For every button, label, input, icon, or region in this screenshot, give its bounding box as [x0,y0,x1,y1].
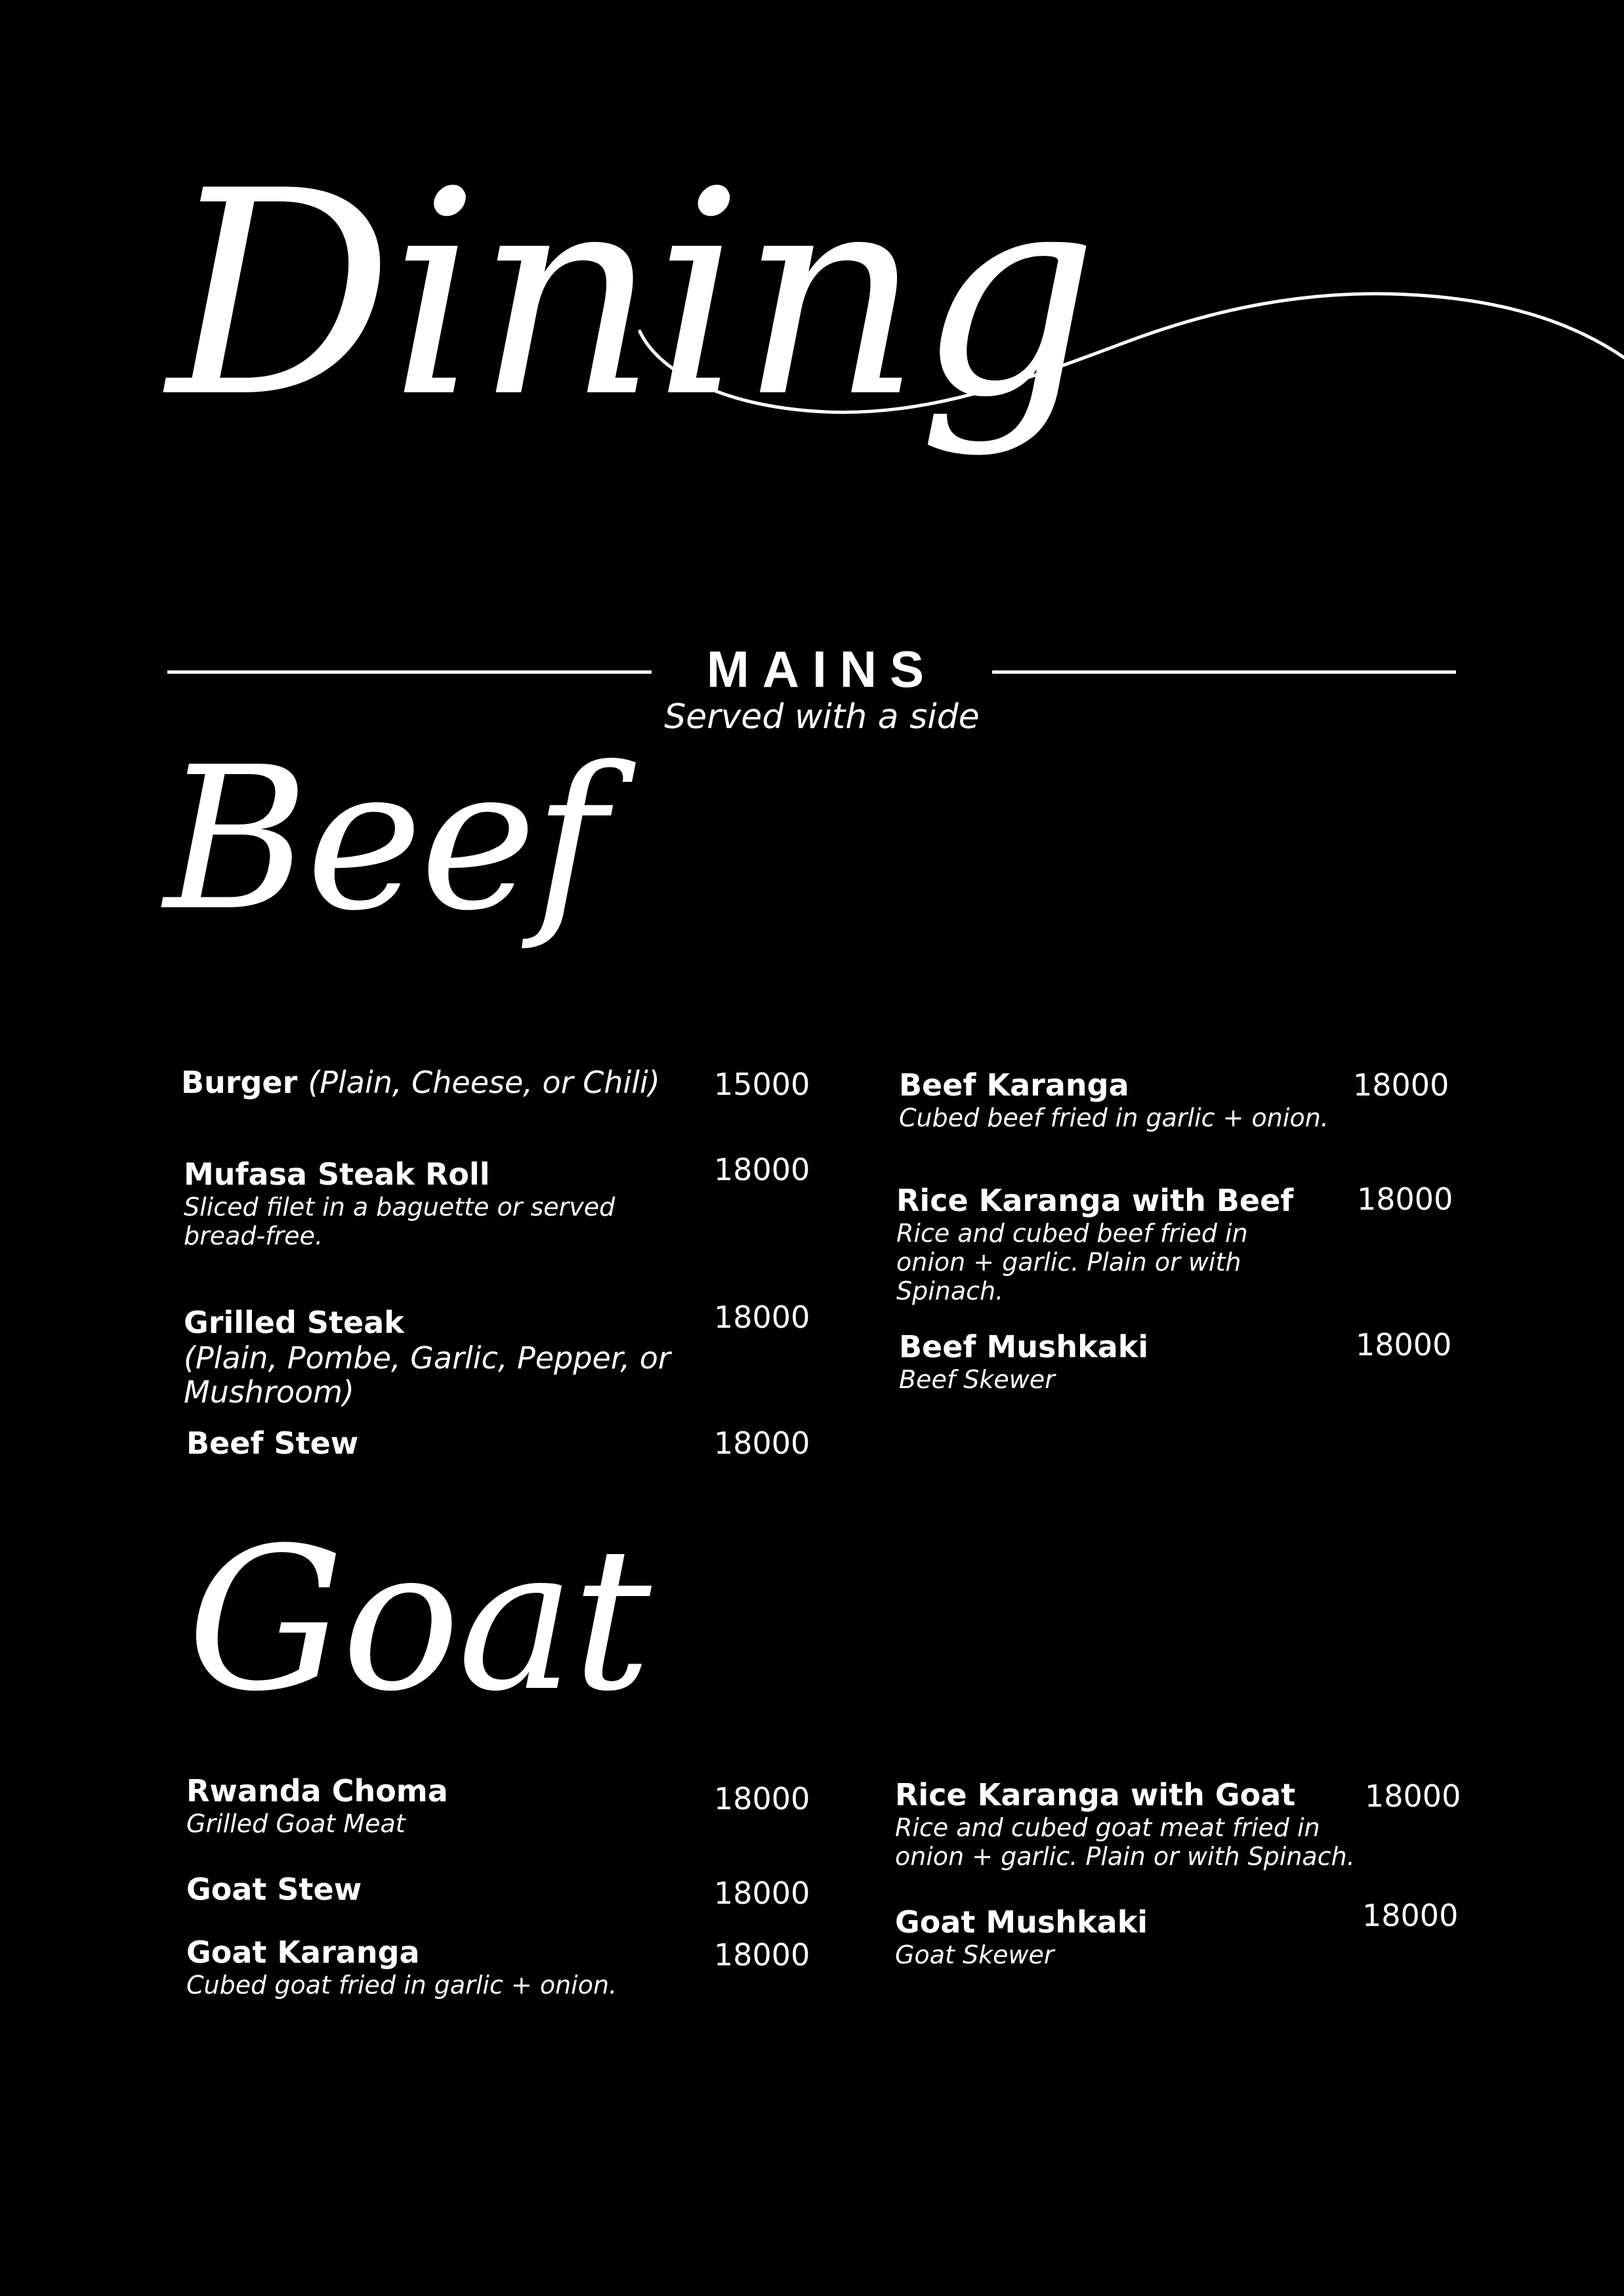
item-price: 18000 [1365,1778,1461,1814]
item-name: Burger (Plain, Cheese, or Chili) [181,1065,660,1100]
item-price: 18000 [714,1781,810,1816]
item-name: Beef Mushkaki [899,1329,1149,1364]
item-price: 18000 [714,1876,810,1911]
item-description: Cubed beef fried in garlic + onion. [899,1103,1329,1132]
item-price: 18000 [714,1300,810,1335]
menu-item-rwanda-choma [186,1773,685,1838]
item-name: Rice Karanga with Beef [896,1183,1294,1218]
item-name: Goat Mushkaki [895,1904,1148,1940]
item-price: 18000 [1362,1898,1459,1933]
category-heading-beef: Beef [164,725,604,954]
section-rule-right [992,670,1456,674]
menu-item-rice-karanga-with-beef [896,1182,1303,1305]
section-rule-left [167,670,652,674]
item-description: (Plain, Pombe, Garlic, Pepper, or Mushroom) [184,1340,671,1410]
item-description: Beef Skewer [899,1365,1055,1394]
menu-title: Dining [167,131,1094,459]
item-price: 18000 [714,1425,810,1461]
item-price: 15000 [714,1067,810,1102]
item-note: (Plain, Cheese, or Chili) [308,1065,660,1100]
item-price: 18000 [1353,1067,1449,1103]
menu-item-burger [181,1064,706,1101]
item-price: 18000 [1357,1181,1453,1217]
item-name: Grilled Steak [184,1305,404,1340]
item-name: Goat Karanga [186,1935,420,1970]
item-description: Rice and cubed goat meat fried in onion + garlic. Plain or with Spinach. [895,1813,1355,1871]
item-description: Cubed goat fried in garlic + onion. [186,1971,617,1999]
menu-item-rice-karanga-with-goat [895,1776,1367,1871]
item-price: 18000 [1356,1327,1452,1363]
item-description: Goat Skewer [895,1940,1054,1969]
menu-item-beef-stew [186,1425,685,1462]
category-heading-goat: Goat [187,1506,649,1734]
item-price: 18000 [714,1152,810,1187]
section-title: MAINS [706,640,938,698]
menu-item-goat-karanga [186,1934,711,1999]
menu-item-goat-stew [186,1871,685,1908]
menu-item-goat-mushkaki [895,1904,1394,1969]
item-description: Rice and cubed beef fried in onion + garlic. Plain or with Spinach. [896,1219,1248,1305]
item-price: 18000 [714,1937,810,1973]
menu-item-mufasa-steak-roll [184,1156,682,1250]
item-name: Goat Stew [186,1872,362,1907]
menu-item-beef-karanga [899,1067,1424,1132]
item-description: Sliced filet in a baguette or served bread-free. [184,1193,615,1250]
menu-item-beef-mushkaki [899,1328,1398,1394]
item-name: Rwanda Choma [186,1773,448,1809]
item-description: Grilled Goat Meat [186,1809,406,1838]
menu-item-grilled-steak [184,1304,682,1409]
item-name: Mufasa Steak Roll [184,1157,490,1192]
item-name: Beef Stew [186,1425,359,1461]
section-subtitle: Served with a side [664,697,980,737]
item-name: Beef Karanga [899,1067,1129,1103]
item-name: Rice Karanga with Goat [895,1777,1296,1813]
